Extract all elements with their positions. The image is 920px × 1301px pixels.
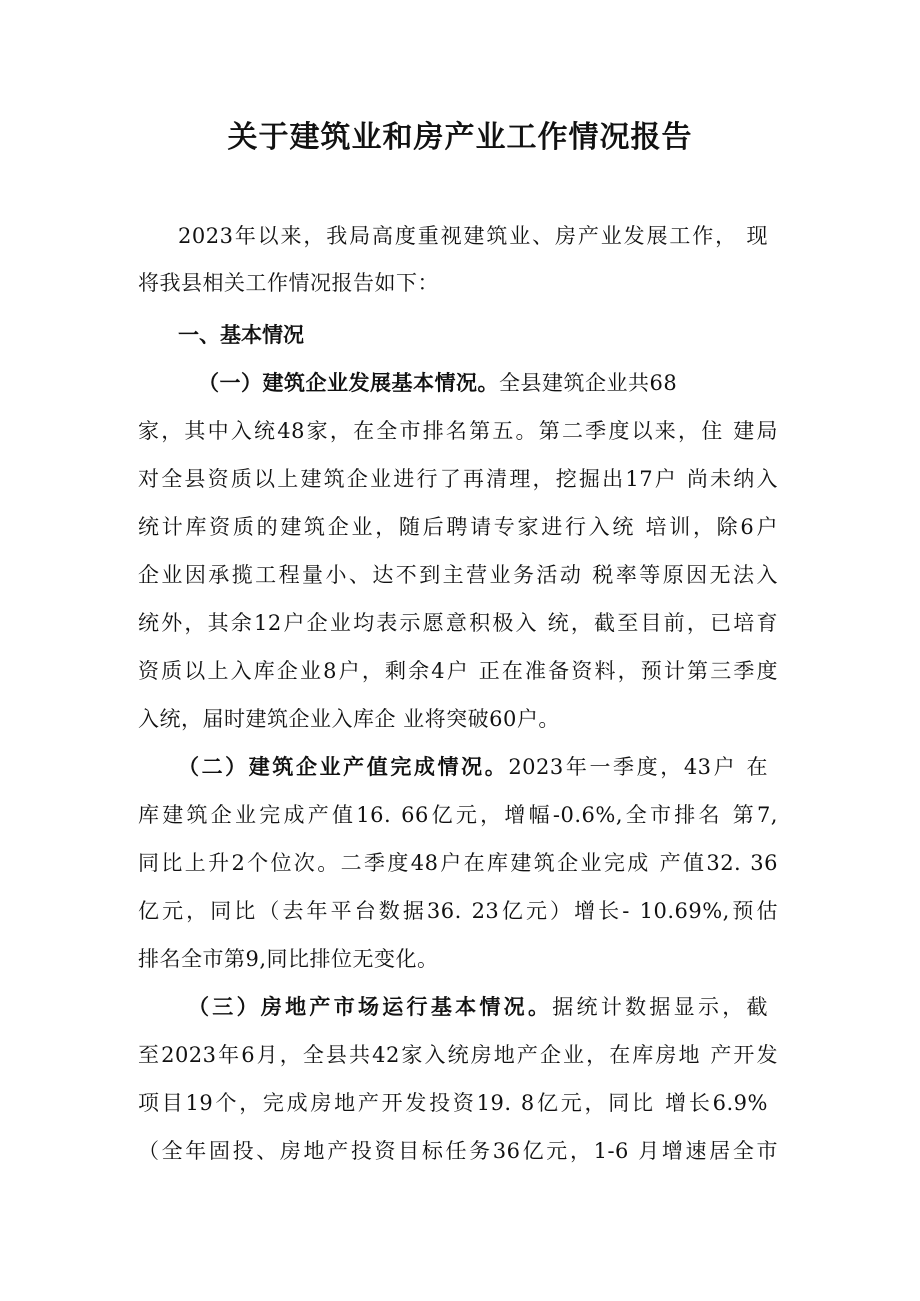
para3-first-text: 据统计数据显示，截 — [552, 995, 769, 1019]
para1-lead: （一）建筑企业发展基本情况。 — [198, 371, 499, 395]
para1-line: 企业因承揽工程量小、达不到主营业务活动 税率等原因无法入 — [138, 563, 778, 587]
para2-line: 排名全市第9,同比排位无变化。 — [138, 947, 439, 971]
para2-line: 库建筑企业完成产值16. 66亿元，增幅-0.6%,全市排名 第7, — [138, 803, 778, 827]
para1-first-line — [198, 368, 716, 398]
para1-line: 家，其中入统48家，在全市排名第五。第二季度以来，住 建局 — [138, 419, 778, 443]
section-heading-basic: 一、基本情况 — [178, 323, 304, 347]
para2-line: 亿元，同比（去年平台数据36. 23亿元）增长- 10.69%,预估 — [138, 899, 778, 923]
document-title: 关于建筑业和房产业工作情况报告 — [227, 120, 693, 155]
para1-line: 统外，其余12户企业均表示愿意积极入 统，截至目前，已培育 — [138, 611, 778, 635]
para2-first-text: 2023年一季度，43户 在 — [508, 755, 768, 779]
intro-line-1: 2023年以来，我局高度重视建筑业、房产业发展工作， 现 — [178, 224, 768, 248]
para1-line: 资质以上入库企业8户，剩余4户 正在准备资料，预计第三季度 — [138, 659, 778, 683]
para3-line: （全年固投、房地产投资目标任务36亿元，1-6 月增速居全市 — [138, 1139, 778, 1163]
para2-first-line — [178, 752, 768, 782]
para1-line: 对全县资质以上建筑企业进行了再清理，挖掘出17户 尚未纳入 — [138, 467, 778, 491]
intro-line-2: 将我县相关工作情况报告如下： — [138, 271, 439, 295]
para3-line: 至2023年6月，全县共42家入统房地产企业，在库房地 产开发 — [138, 1043, 778, 1067]
para2-lead: （二）建筑企业产值完成情况。 — [178, 755, 509, 779]
para3-lead: （三）房地产市场运行基本情况。 — [188, 995, 553, 1019]
para1-line: 入统，届时建筑企业入库企 业将突破60户。 — [138, 707, 560, 731]
para3-line: 项目19个，完成房地产开发投资19. 8亿元，同比 增长6.9% — [138, 1091, 768, 1115]
para3-first-line — [188, 992, 768, 1022]
para1-line: 统计库资质的建筑企业，随后聘请专家进行入统 培训，除6户 — [138, 515, 778, 539]
para1-first-text: 全县建筑企业共68 — [499, 371, 678, 395]
para2-line: 同比上升2个位次。二季度48户在库建筑企业完成 产值32. 36 — [138, 851, 778, 875]
